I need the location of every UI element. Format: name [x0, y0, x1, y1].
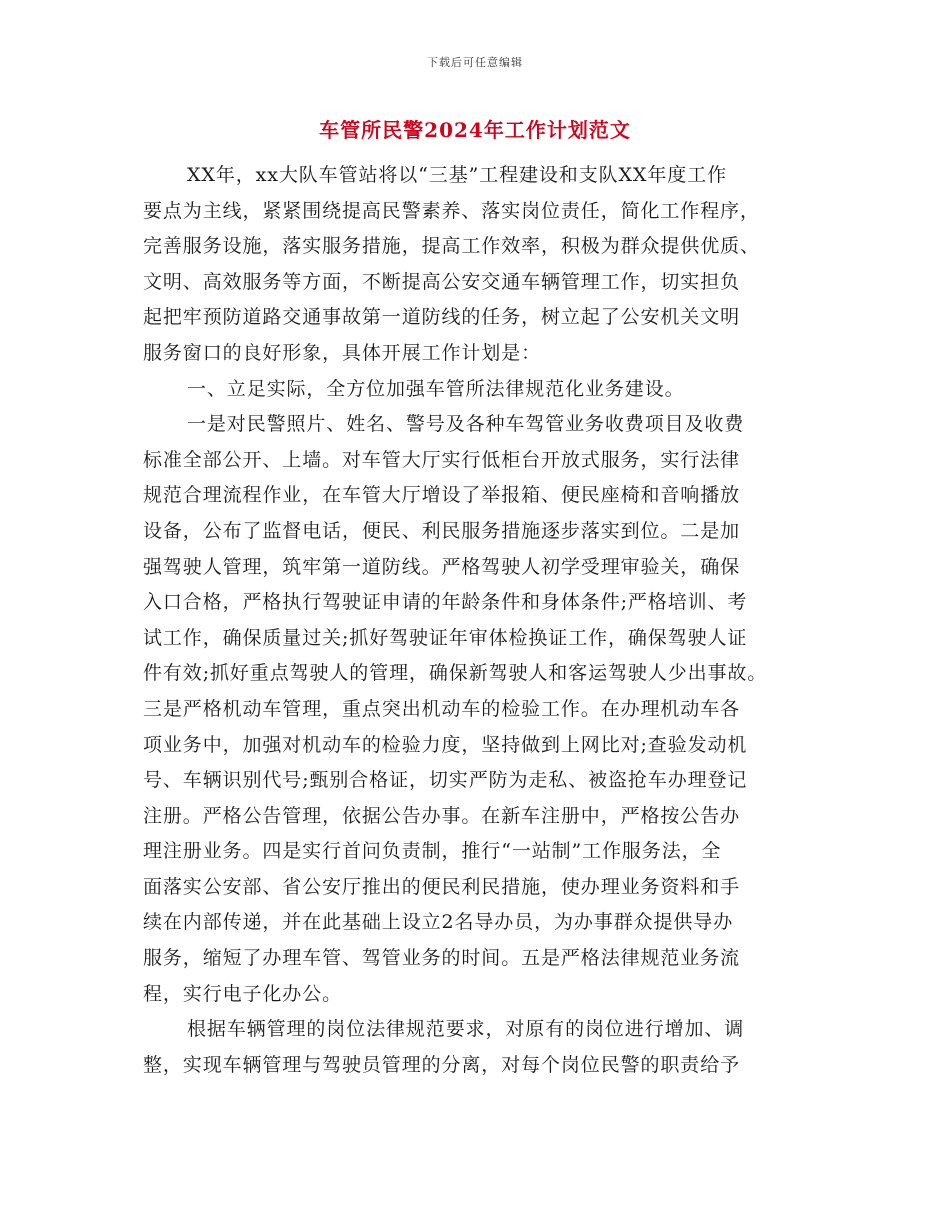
text-line: 标准全部公开、上墙。对车管大厅实行低柜台开放式服务，实行法律 [143, 448, 741, 471]
text-line: 整，实现车辆管理与驾驶员管理的分离，对每个岗位民警的职责给予 [143, 1053, 741, 1076]
header-note: 下载后可任意编辑 [427, 56, 523, 69]
document-body [143, 158, 823, 1083]
text-line: XX年，xx大队车管站将以“三基”工程建设和支队XX年度工作 [187, 164, 727, 186]
text-line: 程，实行电子化办公。 [143, 982, 343, 1005]
text-line: 面落实公安部、省公安厅推出的便民利民措施，使办理业务资料和手 [143, 875, 741, 898]
text-line: 项业务中，加强对机动车的检验力度，坚持做到上网比对;查验发动机 [143, 733, 748, 756]
text-line: 注册。严格公告管理，依据公告办事。在新车注册中，严格按公告办 [143, 804, 741, 827]
text-line: 服务，缩短了办理车管、驾管业务的时间。五是严格法律规范业务流 [143, 947, 741, 970]
text-line: 强驾驶人管理，筑牢第一道防线。严格驾驶人初学受理审验关，确保 [143, 555, 741, 578]
text-line: 文明、高效服务等方面，不断提高公安交通车辆管理工作，切实担负 [143, 270, 741, 293]
text-line: 起把牢预防道路交通事故第一道防线的任务，树立起了公安机关文明 [143, 306, 741, 329]
text-line: 号、车辆识别代号;甄别合格证，切实严防为走私、被盗抢车办理登记 [143, 769, 748, 792]
text-line: 一是对民警照片、姓名、警号及各种车驾管业务收费项目及收费 [187, 413, 745, 436]
document-title: 车管所民警2024年工作计划范文 [319, 118, 631, 142]
text-line: 完善服务设施，落实服务措施，提高工作效率，积极为群众提供优质、 [143, 235, 760, 258]
text-line: 根据车辆管理的岗位法律规范要求，对原有的岗位进行增加、调 [187, 1018, 745, 1041]
text-line: 件有效;抓好重点驾驶人的管理，确保新驾驶人和客运驾驶人少出事故。 [143, 662, 768, 685]
text-line: 续在内部传递，并在此基础上设立2名导办员，为办事群众提供导办 [143, 911, 734, 934]
text-line: 理注册业务。四是实行首问负责制，推行“一站制”工作服务法，全 [143, 840, 722, 863]
text-line: 要点为主线，紧紧围绕提高民警素养、落实岗位责任，简化工作程序， [143, 199, 760, 222]
text-line: 试工作，确保质量过关;抓好驾驶证年审体检换证工作，确保驾驶人证 [143, 626, 748, 649]
text-line: 三是严格机动车管理，重点突出机动车的检验工作。在办理机动车各 [143, 697, 741, 720]
text-line: 服务窗口的良好形象，具体开展工作计划是： [143, 341, 542, 364]
text-line: 入口合格，严格执行驾驶证申请的年龄条件和身体条件;严格培训、考 [143, 591, 748, 614]
text-line: 规范合理流程作业，在车管大厅增设了举报箱、便民座椅和音响播放 [143, 484, 741, 507]
text-line: 一、立足实际，全方位加强车管所法律规范化业务建设。 [187, 377, 685, 400]
text-line: 设备，公布了监督电话，便民、利民服务措施逐步落实到位。二是加 [143, 519, 741, 542]
